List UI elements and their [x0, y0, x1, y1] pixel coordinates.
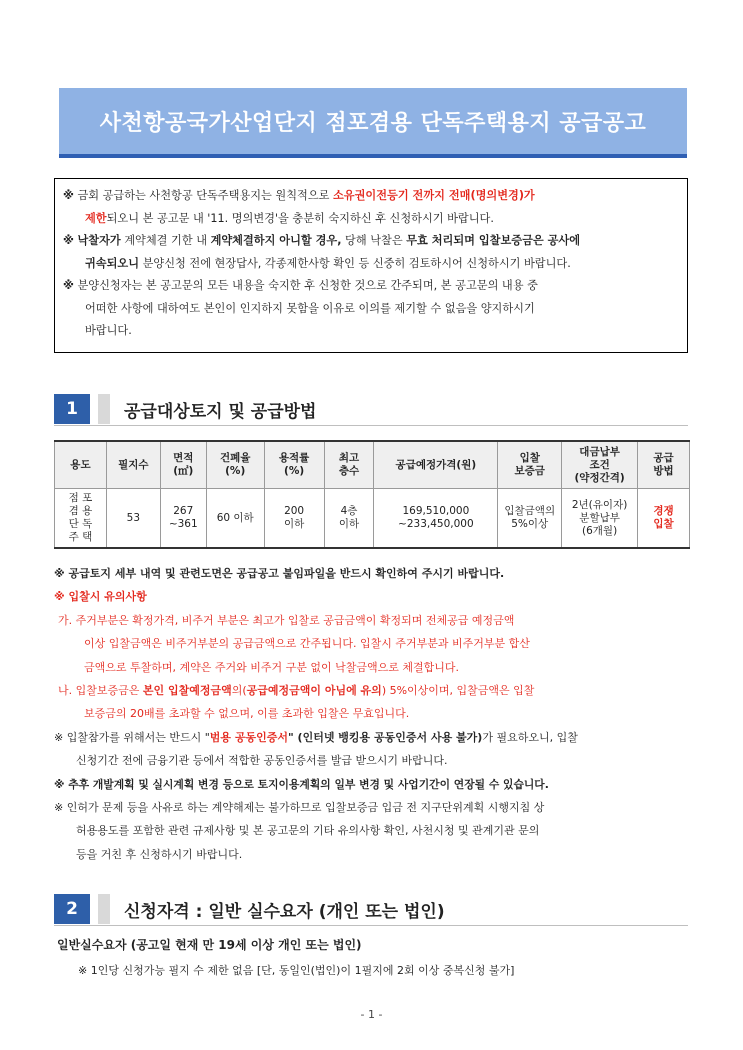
- notice-line: 귀속되오니 분양신청 전에 현장답사, 각종제한사항 확인 등 신중히 검토하시어 신청하시기 바랍니다.: [85, 256, 571, 270]
- table-header: 필지수: [106, 441, 160, 489]
- qualification-heading: 일반실수요자 (공고일 현재 만 19세 이상 개인 또는 법인): [57, 938, 362, 952]
- note-line: ※ 공급토지 세부 내역 및 관련도면은 공급공고 붙임파일을 반드시 확인하여 주시기 바랍니다.: [54, 567, 505, 580]
- title-banner: [59, 88, 687, 158]
- note-line: 신청기간 전에 금융기관 등에서 적합한 공동인증서를 발급 받으시기 바랍니다.: [76, 754, 448, 768]
- table-header: 용적률 (%): [264, 441, 324, 489]
- page-title: 사천항공국가산업단지 점포겸용 단독주택용지 공급공고: [99, 110, 647, 136]
- notice-line: 제한되오니 본 공고문 내 '11. 명의변경'을 충분히 숙지하신 후 신청하시기 바랍니다.: [85, 211, 494, 225]
- table-cell: 점 포 겸 용 단 독 주 택: [55, 489, 107, 549]
- section-title: 공급대상토지 및 공급방법: [124, 401, 317, 422]
- table-header: 공급 방법: [638, 441, 690, 489]
- table-cell: 경쟁 입찰: [638, 489, 690, 549]
- table-header: 최고 층수: [324, 441, 374, 489]
- supply-table: [54, 440, 690, 549]
- note-line: ※ 입찰시 유의사항: [54, 590, 147, 604]
- notice-line: ※ 분양신청자는 본 공고문의 모든 내용을 숙지한 후 신청한 것으로 간주되며, 본 공고문의 내용 중: [63, 279, 538, 292]
- note-line: 나. 입찰보증금은 본인 입찰예정금액의(공급예정금액이 아님에 유의) 5%이상이며, 입찰금액은 입찰: [58, 684, 535, 698]
- notice-line: 바랍니다.: [85, 324, 132, 337]
- table-cell: 입찰금액의 5%이상: [498, 489, 562, 549]
- table-cell: 169,510,000 ~233,450,000: [374, 489, 498, 549]
- note-line: ※ 추후 개발계획 및 실시계획 변경 등으로 토지이용계획의 일부 변경 및 사업기간이 연장될 수 있습니다.: [54, 777, 549, 791]
- table-row: [55, 489, 690, 549]
- table-cell: 2년(유이자) 분할납부 (6개월): [562, 489, 638, 549]
- note-line: 금액으로 투찰하며, 계약은 주거와 비주거 구분 없이 낙찰금액으로 체결합니다.: [84, 660, 459, 674]
- page-number: - 1 -: [360, 1008, 383, 1021]
- note-line: 이상 입찰금액은 비주거부분의 공급금액으로 간주됩니다. 입찰시 주거부분과 비주거부분 합산: [84, 637, 530, 651]
- notice-line: 어떠한 사항에 대하여도 본인이 인지하지 못함을 이유로 이의를 제기할 수 없음을 양지하시기: [85, 301, 535, 315]
- table-header: 대금납부 조건 (약정간격): [562, 441, 638, 489]
- notice-box: [54, 178, 688, 353]
- table-header: 공급예정가격(원): [374, 441, 498, 489]
- note-line: ※ 인허가 문제 등을 사유로 하는 계약해제는 불가하므로 입찰보증금 입금 전 지구단위계획 시행지침 상: [54, 801, 545, 815]
- table-header: 용도: [55, 441, 107, 489]
- table-header: 입찰 보증금: [498, 441, 562, 489]
- section-1-header: [54, 393, 316, 425]
- note-line: 가. 주거부분은 확정가격, 비주거 부분은 최고가 입찰로 공급금액이 확정되며 전체공급 예정금액: [58, 613, 515, 627]
- section-bar: [98, 394, 110, 424]
- table-cell: 267 ~361: [160, 489, 206, 549]
- note-line: 보증금의 20배를 초과할 수 없으며, 이를 초과한 입찰은 무효입니다.: [84, 707, 410, 721]
- note-line: ※ 입찰참가를 위해서는 반드시 "범용 공동인증서" (인터넷 뱅킹용 공동인증서 사용 불가)가 필요하오니, 입찰: [54, 730, 578, 744]
- section-divider: [54, 425, 688, 426]
- table-header: 건폐율 (%): [206, 441, 264, 489]
- table-cell: 200 이하: [264, 489, 324, 549]
- section-bar: [98, 894, 110, 924]
- section-number: 2: [54, 894, 90, 924]
- table-cell: 53: [106, 489, 160, 549]
- table-cell: 4층 이하: [324, 489, 374, 549]
- note-line: 허용용도를 포함한 관련 규제사항 및 본 공고문의 기타 유의사항 확인, 사천시청 및 관계기관 문의: [76, 824, 540, 838]
- table-header-row: [55, 441, 690, 489]
- note-line: 등을 거친 후 신청하시기 바랍니다.: [76, 847, 243, 861]
- notice-line: ※ 낙찰자가 계약체결 기한 내 계약체결하지 아니할 경우, 당해 낙찰은 무효 처리되며 입찰보증금은 공사에: [63, 234, 580, 247]
- section-2-header: [54, 893, 445, 925]
- section-title: 신청자격 : 일반 실수요자 (개인 또는 법인): [124, 901, 445, 922]
- section-number: 1: [54, 394, 90, 424]
- table-header: 면적 (㎡): [160, 441, 206, 489]
- section-divider: [54, 925, 688, 926]
- qualification-note: ※ 1인당 신청가능 필지 수 제한 없음 [단, 동일인(법인)이 1필지에 2회 이상 중복신청 불가]: [78, 964, 515, 977]
- table-cell: 60 이하: [206, 489, 264, 549]
- notice-line: ※ 금회 공급하는 사천항공 단독주택용지는 원칙적으로 소유권이전등기 전까지 전매(명의변경)가: [63, 189, 535, 202]
- notes-block: [54, 562, 694, 866]
